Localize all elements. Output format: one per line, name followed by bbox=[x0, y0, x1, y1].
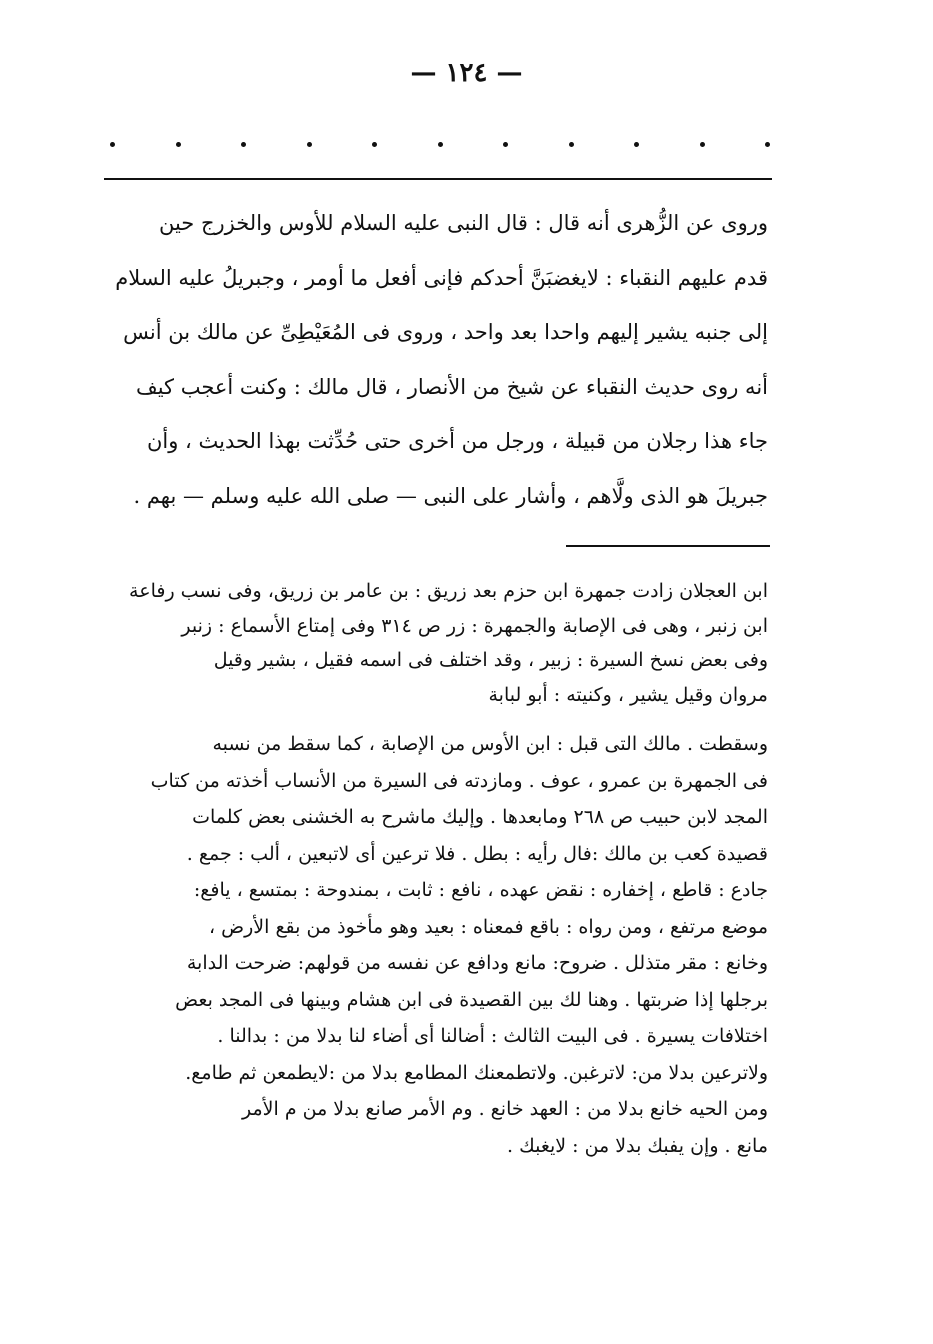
footnote-line: المجد لابن حبيب ص ٢٦٨ ومابعدها . وإليك ماشرح به الخشنى بعض كلمات bbox=[192, 806, 768, 828]
separator-dot bbox=[307, 142, 312, 147]
top-divider-rule bbox=[104, 178, 772, 180]
separator-dot bbox=[176, 142, 181, 147]
main-text-line: أنه روى حديث النقباء عن شيخ من الأنصار ، قال مالك : وكنت أعجب كيف bbox=[135, 374, 768, 399]
footnote-block-2 bbox=[104, 726, 768, 1164]
separator-dot bbox=[634, 142, 639, 147]
footnote-line: برجلها إذا ضربتها . وهنا لك بين القصيدة فى ابن هشام وبينها فى المجد بعض bbox=[175, 988, 768, 1011]
main-text-line: جبريلَ هو الذى ولَّاهم ، وأشار على النبى — صلى الله عليه وسلم — بهم . bbox=[133, 483, 768, 508]
footnote-line: وسقطت . مالك التى قبل : ابن الأوس من الإصابة ، كما سقط من نسبه bbox=[212, 733, 768, 755]
footnote-line: ومن الحيه خانع بدلا من : العهد خانع . وم الأمر صانع بدلا من م الأمر bbox=[242, 1098, 768, 1120]
separator-dot bbox=[700, 142, 705, 147]
main-text-line: إلى جنبه يشير إليهم واحدا بعد واحد ، وروى فى المُعَيْطِىِّ عن مالك بن أنس bbox=[123, 320, 768, 344]
separator-dot bbox=[569, 142, 574, 147]
footnote-line: اختلافات يسيرة . فى البيت الثالث : أضالنا أى أضاء لنا بدلا من : بدالنا . bbox=[217, 1025, 768, 1047]
page-number: — ١٢٤ — bbox=[410, 58, 523, 88]
footnote-line: موضع مرتفع ، ومن رواه : باقع فمعناه : بعيد وهو مأخوذ من بقع الأرض ، bbox=[208, 915, 768, 938]
footnote-line: مروان وقيل يشير ، وكنيته : أبو لبابة bbox=[488, 683, 768, 706]
footnote-line: وفى بعض نسخ السيرة : زبير ، وقد اختلف فى اسمه فقيل ، بشير وقيل bbox=[213, 649, 768, 671]
footnote-line: قصيدة كعب بن مالك :فال رأيه : بطل . فلا ترعين أى لاتبعين ، ألب : جمع . bbox=[186, 842, 768, 865]
main-text-line: جاء هذا رجلان من قبيلة ، ورجل من أخرى حتى حُدِّثت بهذا الحديث ، وأن bbox=[146, 429, 768, 453]
main-text-line: قدم عليهم النقباء : لايغضبَنَّ أحدكم فإنى أفعل ما أومر ، وجبريلُ عليه السلام bbox=[115, 265, 768, 290]
main-text-body bbox=[104, 196, 768, 523]
footnote-line: ولاترعين بدلا من: لاترغبن. ولاتطمعنك المطامع بدلا من :لايطمعن ثم طامع. bbox=[185, 1061, 768, 1084]
footnote-block-1 bbox=[104, 574, 768, 712]
separator-dot bbox=[110, 142, 115, 147]
footnote-line: ابن زنبر ، وهى فى الإصابة والجمهرة : زر ص ٣١٤ وفى إمتاع الأسماع : زنبر bbox=[181, 614, 768, 637]
separator-dot bbox=[372, 142, 377, 147]
footnote-line: فى الجمهرة بن عمرو ، عوف . ومازدته فى السيرة من الأنساب أخذته من كتاب bbox=[150, 769, 768, 792]
footnote-line: مانع . وإن يفبك بدلا من : لايغبك . bbox=[507, 1134, 768, 1157]
footnote-line: وخانع : مقر متذلل . ضروح: مانع ودافع عن نفسه من قولهم: ضرحت الدابة bbox=[186, 952, 768, 974]
footnote-line: ابن العجلان زادت جمهرة ابن حزم بعد زريق : بن عامر بن زريق، وفى نسب رفاعة bbox=[129, 580, 768, 602]
separator-dot bbox=[438, 142, 443, 147]
footnote-divider-rule bbox=[566, 545, 770, 547]
footnotes-section bbox=[104, 574, 768, 1164]
section-separator-dots bbox=[110, 142, 770, 147]
separator-dot bbox=[765, 142, 770, 147]
separator-dot bbox=[503, 142, 508, 147]
main-text-line: وروى عن الزُّهرى أنه قال : قال النبى عليه السلام للأوس والخزرج حين bbox=[158, 211, 768, 235]
footnote-line: جادع : قاطع ، إخفاره : نقض عهده ، نافع : ثابت ، بمندوحة : بمتسع ، يافع: bbox=[193, 879, 768, 901]
separator-dot bbox=[241, 142, 246, 147]
